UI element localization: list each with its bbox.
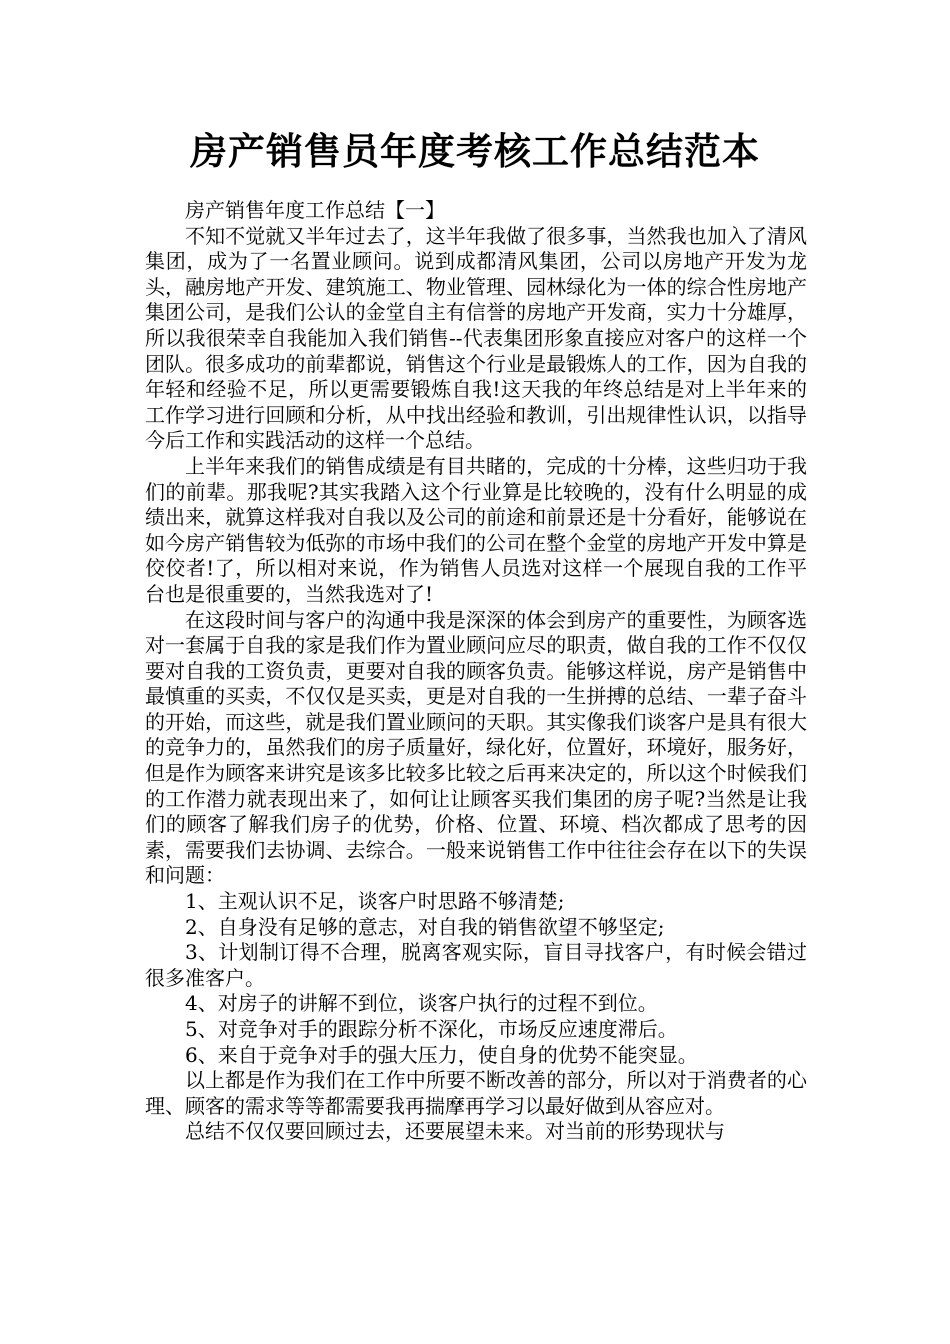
paragraph-intro: 不知不觉就又半年过去了，这半年我做了很多事，当然我也加入了清风集团，成为了一名置业顾问。说到成都清风集团，公司以房地产开发为龙头，融房地产开发、建筑施工、物业管理、园林绿化为一体的综合性房地产集团公司，是我们公认的金堂自主有信誉的房地产开发商，实力十分雄厚，所以我很荣幸自我能加入我们销售--代表集团形象直接应对客户的这样一个团队。很多成功的前辈都说，销售这个行业是最锻炼人的工作，因为自我的年轻和经验不足，所以更需要锻炼自我!这天我的年终总结是对上半年来的工作学习进行回顾和分析，从中找出经验和教训，引出规律性认识，以指导今后工作和实践活动的这样一个总结。	[145, 223, 807, 453]
paragraph-improvement: 以上都是作为我们在工作中所要不断改善的部分，所以对于消费者的心理、顾客的需求等等都需要我再揣摩再学习以最好做到从容应对。	[145, 1068, 807, 1118]
list-item-problem-3: 3、计划制订得不合理，脱离客观实际，盲目寻找客户，有时候会错过很多准客户。	[145, 940, 807, 990]
list-item-problem-4: 4、对房子的讲解不到位，谈客户执行的过程不到位。	[185, 991, 658, 1016]
list-item-problem-2: 2、自身没有足够的意志，对自我的销售欲望不够坚定;	[185, 914, 665, 939]
list-item-problem-5: 5、对竞争对手的跟踪分析不深化，市场反应速度滞后。	[185, 1017, 678, 1041]
list-item-problem-6: 6、来自于竞争对手的强大压力，使自身的优势不能突显。	[185, 1042, 698, 1067]
document-body	[145, 198, 807, 1145]
section-heading: 房产销售年度工作总结【一】	[185, 198, 445, 222]
list-item-problem-1: 1、主观认识不足，谈客户时思路不够清楚;	[185, 889, 565, 914]
document-title: 房产销售员年度考核工作总结范本	[190, 130, 760, 173]
paragraph-sales-results: 上半年来我们的销售成绩是有目共睹的，完成的十分棒，这些归功于我们的前辈。那我呢?其实我踏入这个行业算是比较晚的，没有什么明显的成绩出来，就算这样我对自我以及公司的前途和前景还是十分看好，能够说在如今房产销售较为低弥的市场中我们的公司在整个金堂的房地产开发中算是佼佼者!了，所以相对来说，作为销售人员选对这样一个展现自我的工作平台也是很重要的，当然我选对了!	[145, 453, 807, 606]
paragraph-customer-communication: 在这段时间与客户的沟通中我是深深的体会到房产的重要性，为顾客选对一套属于自我的家是我们作为置业顾问应尽的职责，做自我的工作不仅仅要对自我的工资负责，更要对自我的顾客负责。能够这样说，房产是销售中最慎重的买卖，不仅仅是买卖，更是对自我的一生拼搏的总结、一辈子奋斗的开始，而这些，就是我们置业顾问的天职。其实像我们谈客户是具有很大的竞争力的，虽然我们的房子质量好，绿化好，位置好，环境好，服务好，但是作为顾客来讲究是该多比较多比较之后再来决定的，所以这个时候我们的工作潜力就表现出来了，如何让让顾客买我们集团的房子呢?当然是让我们的顾客了解我们房子的优势，价格、位置、环境、档次都成了思考的因素，需要我们去协调、去综合。一般来说销售工作中往往会存在以下的失误和问题：	[145, 607, 807, 888]
paragraph-outlook: 总结不仅仅要回顾过去，还要展望未来。对当前的形势现状与	[185, 1119, 725, 1144]
